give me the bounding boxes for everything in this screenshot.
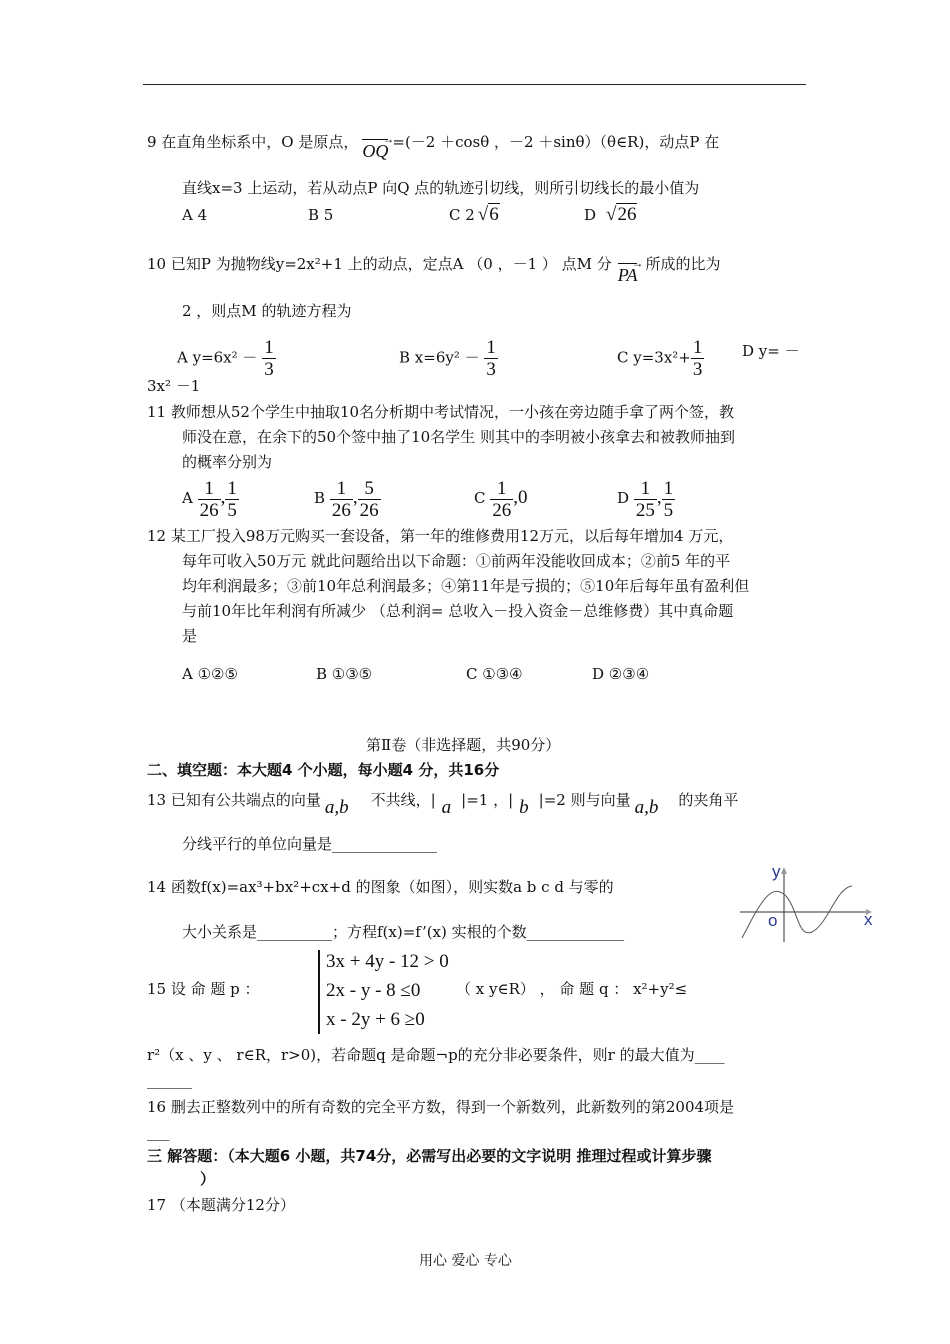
q10-vector-pa: PA → [618, 263, 638, 285]
q14-line2: 大小关系是__________；方程f(x)=f’(x) 实根的个数_____________ [182, 923, 625, 941]
q9-option-d [584, 205, 637, 225]
q12-line1: 12 某工厂投入98万元购买一套设备，第一年的维修费用12万元，以后每年增加4 万元， [147, 527, 734, 545]
fraction [490, 478, 513, 521]
q13-text-a: 13 已知有公共端点的向量 [147, 791, 321, 809]
q15-brace [318, 950, 320, 1034]
q9-option-b: B 5 [308, 206, 334, 224]
fraction-denominator: 26 [331, 499, 351, 521]
q9-option-c-sqrt: √6 [477, 204, 499, 225]
q11-option-a: A $\frac{1}{26}$ , $\frac{1}{5}$ [182, 477, 237, 521]
q13-vectors-ab-2: a,b [634, 797, 659, 818]
section3-heading-close: ） [200, 1170, 216, 1188]
fraction [358, 478, 381, 521]
q10-text-a: 10 已知P 为抛物线y=2x²+1 上的动点，定点A （0 ，－1 ） 点M 分 [147, 255, 612, 273]
q11-line1: 11 教师想从52个学生中抽取10名分析期中考试情况，一小孩在旁边随手拿了两个签，教 [147, 403, 735, 421]
q10-option-c [617, 337, 704, 380]
origin-label: o [768, 911, 778, 930]
section2-heading: 二、填空题：本大题4 个小题，每小题4 分，共16分 [147, 761, 500, 779]
fraction-denominator: 3 [486, 359, 496, 380]
x-axis-label: x [864, 910, 873, 929]
fraction [225, 478, 239, 521]
fraction [634, 478, 657, 521]
fraction-denominator: 26 [199, 499, 219, 521]
fraction-denominator: 5 [227, 499, 237, 521]
q13-vector-a: a [441, 797, 452, 818]
q12-option-c: C ①③④ [466, 665, 523, 683]
q10-option-d-wrap: 3x² －1 [147, 377, 201, 395]
fraction-numerator: 1 [198, 478, 221, 500]
q16-line1: 16 删去正整数列中的所有奇数的完全平方数，得到一个新数列，此新数列的第2004项是 [147, 1098, 735, 1116]
q10-option-d: D y= － [742, 342, 800, 360]
q11-option-c [474, 477, 528, 521]
q13-vector-b: b [519, 797, 529, 818]
fraction-denominator: 3 [692, 359, 703, 380]
q13-line2: 分线平行的单位向量是______________ [182, 835, 438, 853]
section3-heading: 三 解答题：（本大题6 小题，共74分，必需写出必要的文字说明 推理过程或计算步骤 [147, 1147, 712, 1165]
q10-option-a [177, 337, 276, 380]
q11-line3: 的概率分别为 [182, 453, 273, 471]
q15-ineq3: x - 2y + 6 ≥0 [326, 1009, 425, 1030]
q14-graph-figure [736, 858, 886, 946]
q15-ineq2: 2x - y - 8 ≤0 [326, 980, 421, 1001]
q9-vector-oq: OQ → [362, 139, 388, 161]
fraction [198, 478, 221, 521]
q11-option-c-tail: ,0 [513, 487, 528, 508]
q12-line4: 与前10年比年利润有所减少 （总利润= 总收入－投入资金－总维修费）其中真命题 [182, 602, 734, 620]
fraction [662, 478, 676, 521]
q11-line2: 师没在意，在余下的50个签中抽了10名学生 则其中的李明被小孩拿去和被教师抽到 [182, 428, 735, 446]
q9-option-c [449, 205, 500, 225]
q10-option-c-text: C y=3x²+ [617, 348, 691, 367]
fraction-denominator: 25 [635, 499, 655, 521]
q13-line1 [147, 787, 738, 821]
q13-text-c: |=1 ，| [461, 791, 514, 809]
q9-line1 [147, 132, 719, 161]
fraction-numerator: 1 [634, 478, 657, 500]
fraction-denominator: 26 [359, 499, 379, 521]
q10-line2: 2 ，则点M 的轨迹方程为 [182, 302, 352, 320]
y-axis-arrow [781, 867, 787, 874]
q17-line: 17 （本题满分12分） [147, 1196, 295, 1214]
q11-option-c-label: C [474, 489, 486, 507]
q11-option-b-label: B [314, 489, 326, 507]
q10-text-b: 所成的比为 [645, 255, 721, 273]
fraction-denominator: 3 [264, 359, 274, 380]
fraction-numerator: 1 [490, 478, 513, 500]
q15-ineq1: 3x + 4y - 12 > 0 [326, 951, 449, 972]
fraction-denominator: 26 [492, 499, 512, 521]
y-axis-label: y [772, 862, 781, 881]
q12-option-d: D ②③④ [592, 665, 650, 683]
fraction-numerator: 1 [692, 337, 703, 358]
q16-line2: ___ [147, 1123, 170, 1141]
part2-title: 第Ⅱ卷（非选择题，共90分） [366, 736, 561, 754]
fraction-numerator: 1 [227, 477, 237, 499]
q12-option-b: B ①③⑤ [316, 665, 373, 683]
q14-line1: 14 函数f(x)=ax³+bx²+cx+d 的图象（如图），则实数a b c d 与零的 [147, 878, 614, 896]
fraction-numerator: 1 [663, 477, 674, 499]
fraction-numerator: 1 [330, 478, 353, 500]
q9-line2: 直线x=3 上运动，若从动点P 向Q 点的轨迹引切线，则所引切线长的最小值为 [182, 179, 700, 197]
fraction-numerator: 5 [358, 478, 381, 500]
q9-option-c-radicand: 6 [489, 204, 499, 225]
q9-option-d-label: D [584, 206, 597, 224]
q11-option-b: B $\frac{1}{26}$ , $\frac{5}{26}$ [314, 477, 379, 521]
q13-text-d: |=2 则与向量 [538, 791, 631, 809]
q12-line2: 每年可收入50万元 就此问题给出以下命题：①前两年没能收回成本；②前5 年的平 [182, 552, 731, 570]
q12-line5: 是 [182, 627, 198, 645]
q10-line1 [147, 254, 720, 285]
q15-mid: （ x y∈R） ， 命 题 q ： x²+y²≤ [456, 980, 688, 998]
q15-line3: ______ [147, 1071, 192, 1089]
q10-option-a-fraction [262, 337, 276, 380]
fraction-denominator: 5 [663, 499, 674, 521]
q12-line3: 均年利润最多；③前10年总利润最多；④第11年是亏损的；⑤10年后每年虽有盈利但 [182, 577, 750, 595]
q13-text-b: 不共线，| [370, 791, 436, 809]
q9-option-d-sqrt: √26 [606, 204, 637, 225]
q11-option-d: D $\frac{1}{25}$ , $\frac{1}{5}$ [617, 477, 674, 521]
q10-option-b [399, 337, 498, 380]
fraction-numerator: 1 [486, 337, 496, 358]
q13-vectors-ab: a,b [324, 797, 349, 818]
q13-text-e: 的夹角平 [678, 791, 739, 809]
q10-option-b-text: B x=6y² － [399, 348, 480, 367]
fraction [330, 478, 353, 521]
q11-option-d-label: D [617, 489, 630, 507]
q15-label: 15 设 命 题 p ： [147, 980, 260, 998]
q9-option-c-label: C 2 [449, 206, 475, 224]
q12-option-a: A ①②⑤ [182, 665, 238, 683]
q10-option-c-fraction [691, 337, 705, 380]
q10-option-a-text: A y=6x² － [177, 348, 258, 367]
q9-text-b: =(－2 ＋cosθ ，－2 ＋sinθ）（θ∈R)，动点P 在 [392, 133, 720, 151]
page-footer: 用心 爱心 专心 [419, 1253, 512, 1269]
q15-line2: r²（x 、y 、 r∈R，r>0)，若命题q 是命题¬p的充分非必要条件，则r 的最大值为____ [147, 1046, 725, 1064]
header-rule [143, 84, 806, 85]
fraction-numerator: 1 [264, 337, 274, 358]
q10-option-b-fraction [484, 337, 498, 380]
q11-option-a-label: A [182, 489, 193, 507]
q9-option-d-radicand: 26 [617, 204, 637, 225]
q9-text-a: 9 在直角坐标系中，O 是原点， [147, 133, 359, 151]
q9-option-a: A 4 [182, 206, 208, 224]
